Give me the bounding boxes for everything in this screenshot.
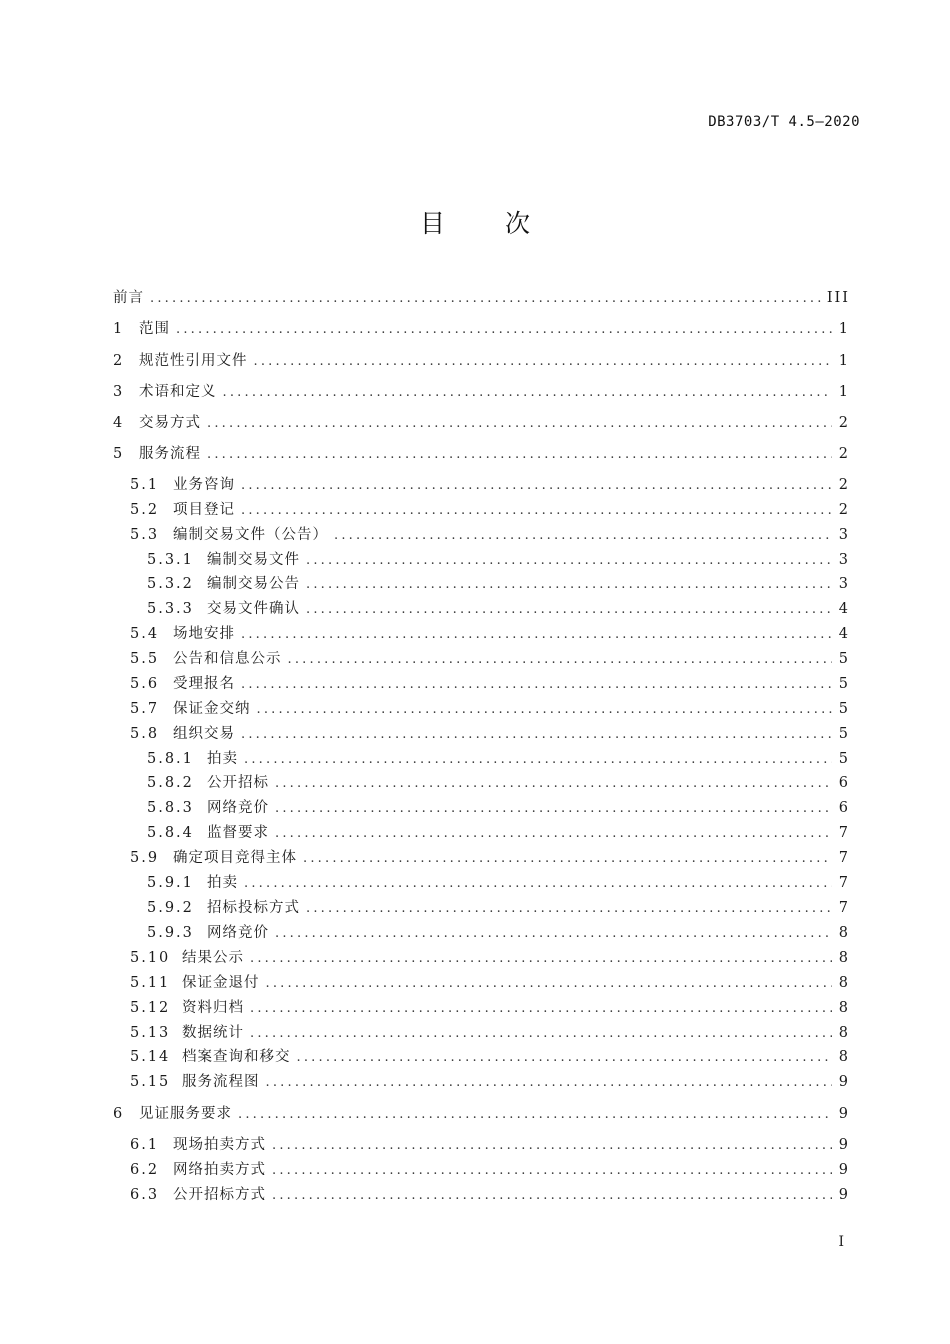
toc-entry[interactable] xyxy=(113,872,850,894)
toc-leader-dots xyxy=(334,525,832,547)
toc-entry-label: 监督要求 xyxy=(207,825,269,841)
toc-entry[interactable] xyxy=(113,1103,850,1125)
toc-entry-number: 1 xyxy=(113,321,125,337)
toc-entry[interactable] xyxy=(113,1022,850,1044)
toc-entry-label: 业务咨询 xyxy=(173,477,235,493)
toc-entry-page: 8 xyxy=(838,925,850,941)
toc-entry-number: 5.15 xyxy=(130,1074,171,1090)
toc-entry-page: 9 xyxy=(838,1187,850,1203)
toc-entry-page: 8 xyxy=(838,1025,850,1041)
toc-leader-dots xyxy=(272,1135,832,1157)
toc-entry-page: 7 xyxy=(838,900,850,916)
toc-entry-label: 编制交易文件 xyxy=(207,552,300,568)
toc-entry[interactable] xyxy=(113,673,850,695)
toc-leader-dots xyxy=(306,898,832,920)
toc-entry[interactable] xyxy=(113,797,850,819)
toc-entry-label: 项目登记 xyxy=(173,502,235,518)
toc-entry-label: 数据统计 xyxy=(182,1025,244,1041)
toc-entry-label: 网络拍卖方式 xyxy=(173,1162,266,1178)
toc-entry-label: 服务流程图 xyxy=(182,1074,260,1090)
toc-leader-dots xyxy=(244,873,832,895)
toc-title: 目 次 xyxy=(420,209,556,238)
toc-entry-number: 6.2 xyxy=(130,1162,160,1178)
toc-entry-page: 3 xyxy=(838,527,850,543)
toc-entry-page: 8 xyxy=(838,950,850,966)
toc-entry[interactable] xyxy=(113,443,850,465)
toc-entry-number: 5.4 xyxy=(130,626,160,642)
toc-entry[interactable] xyxy=(113,997,850,1019)
toc-entry-page: 8 xyxy=(838,1000,850,1016)
toc-entry-page: 9 xyxy=(838,1074,850,1090)
toc-leader-dots xyxy=(266,1072,833,1094)
toc-entry-page: III xyxy=(826,290,850,306)
toc-leader-dots xyxy=(241,624,832,646)
toc-entry-label: 网络竞价 xyxy=(207,925,269,941)
toc-entry-label: 档案查询和移交 xyxy=(182,1049,291,1065)
toc-entry-number: 4 xyxy=(113,415,125,431)
toc-leader-dots xyxy=(306,574,832,596)
toc-entry[interactable] xyxy=(113,474,850,496)
toc-entry-number: 5.5 xyxy=(130,651,160,667)
toc-entry-page: 9 xyxy=(838,1137,850,1153)
toc-leader-dots xyxy=(257,699,833,721)
toc-leader-dots xyxy=(254,351,833,373)
toc-entry[interactable] xyxy=(113,381,850,403)
toc-entry-number: 5.9 xyxy=(130,850,160,866)
toc-entry-label: 范围 xyxy=(139,321,170,337)
toc-entry-label: 见证服务要求 xyxy=(139,1106,232,1122)
toc-entry[interactable] xyxy=(113,723,850,745)
toc-entry-page: 1 xyxy=(838,321,850,337)
toc-entry-number: 5.12 xyxy=(130,1000,171,1016)
toc-entry[interactable] xyxy=(113,1184,850,1206)
toc-leader-dots xyxy=(272,1185,832,1207)
toc-entry-page: 9 xyxy=(838,1106,850,1122)
toc-entry-page: 5 xyxy=(838,726,850,742)
toc-leader-dots xyxy=(306,599,832,621)
toc-entry-number: 2 xyxy=(113,353,125,369)
footer-page-number: I xyxy=(838,1234,844,1250)
toc-entry-page: 4 xyxy=(838,626,850,642)
toc-entry-number: 3 xyxy=(113,384,125,400)
toc-leader-dots xyxy=(266,973,833,995)
toc-entry-number: 6.1 xyxy=(130,1137,160,1153)
toc-entry-page: 8 xyxy=(838,975,850,991)
toc-entry-label: 资料归档 xyxy=(182,1000,244,1016)
toc-entry-label: 招标投标方式 xyxy=(207,900,300,916)
toc-entry-page: 2 xyxy=(838,446,850,462)
toc-entry-label: 保证金退付 xyxy=(182,975,260,991)
toc-entry-label: 公告和信息公示 xyxy=(173,651,282,667)
toc-entry[interactable] xyxy=(113,847,850,869)
toc-leader-dots xyxy=(275,823,832,845)
toc-entry[interactable] xyxy=(113,318,850,340)
toc-entry-number: 5.6 xyxy=(130,676,160,692)
toc-entry[interactable] xyxy=(113,822,850,844)
toc-entry-label: 组织交易 xyxy=(173,726,235,742)
toc-entry[interactable] xyxy=(113,1071,850,1093)
toc-entry-page: 3 xyxy=(838,552,850,568)
toc-entry-page: 5 xyxy=(838,701,850,717)
toc-entry-number: 6 xyxy=(113,1106,125,1122)
toc-entry-page: 1 xyxy=(838,384,850,400)
toc-entry[interactable] xyxy=(113,1046,850,1068)
toc-entry[interactable] xyxy=(113,698,850,720)
toc-leader-dots xyxy=(241,475,832,497)
toc-leader-dots xyxy=(238,1104,832,1126)
toc-entry-label: 受理报名 xyxy=(173,676,235,692)
toc-entry[interactable] xyxy=(113,922,850,944)
toc-leader-dots xyxy=(275,798,832,820)
toc-entry-number: 5 xyxy=(113,446,125,462)
toc-entry[interactable] xyxy=(113,1134,850,1156)
toc-leader-dots xyxy=(272,1160,832,1182)
toc-leader-dots xyxy=(207,444,832,466)
toc-entry-number: 5.8.1 xyxy=(147,751,194,767)
toc-entry-page: 2 xyxy=(838,477,850,493)
toc-entry[interactable] xyxy=(113,549,850,571)
toc-entry-number: 5.9.3 xyxy=(147,925,194,941)
toc-entry[interactable] xyxy=(113,648,850,670)
toc-entry-number: 5.2 xyxy=(130,502,160,518)
toc-entry-label: 公开招标 xyxy=(207,775,269,791)
toc-entry-page: 5 xyxy=(838,651,850,667)
toc-entry-number: 5.9.1 xyxy=(147,875,194,891)
toc-entry-page: 6 xyxy=(838,800,850,816)
toc-entry-label: 拍卖 xyxy=(207,875,238,891)
toc-entry-number: 6.3 xyxy=(130,1187,160,1203)
toc-entry-number: 5.3.1 xyxy=(147,552,194,568)
toc-entry-number: 5.1 xyxy=(130,477,160,493)
toc-leader-dots xyxy=(250,998,832,1020)
toc-entry-label: 规范性引用文件 xyxy=(139,353,248,369)
toc-leader-dots xyxy=(241,500,832,522)
toc-entry-page: 3 xyxy=(838,576,850,592)
toc-leader-dots xyxy=(244,749,832,771)
toc-leader-dots xyxy=(297,1047,833,1069)
toc-entry-page: 2 xyxy=(838,415,850,431)
toc-entry-label: 交易文件确认 xyxy=(207,601,300,617)
toc-entry[interactable] xyxy=(113,287,850,309)
toc-entry-label: 现场拍卖方式 xyxy=(173,1137,266,1153)
toc-entry[interactable] xyxy=(113,623,850,645)
toc-entry-number: 5.7 xyxy=(130,701,160,717)
toc-leader-dots xyxy=(207,413,832,435)
toc-entry-number: 5.10 xyxy=(130,950,171,966)
toc-leader-dots xyxy=(223,382,833,404)
toc-entry-page: 6 xyxy=(838,775,850,791)
toc-entry-number: 5.8.2 xyxy=(147,775,194,791)
toc-entry[interactable] xyxy=(113,748,850,770)
toc-leader-dots xyxy=(303,848,832,870)
toc-entry-label: 网络竞价 xyxy=(207,800,269,816)
toc-entry-label: 拍卖 xyxy=(207,751,238,767)
toc-entry-number: 5.3.2 xyxy=(147,576,194,592)
toc-entry[interactable] xyxy=(113,947,850,969)
toc-entry-number: 5.14 xyxy=(130,1049,171,1065)
toc-entry-label: 服务流程 xyxy=(139,446,201,462)
toc-entry[interactable] xyxy=(113,1159,850,1181)
toc-leader-dots xyxy=(250,948,832,970)
toc-entry[interactable] xyxy=(113,972,850,994)
toc-entry-page: 7 xyxy=(838,875,850,891)
toc-entry-label: 结果公示 xyxy=(182,950,244,966)
toc-entry[interactable] xyxy=(113,499,850,521)
toc-entry-label: 交易方式 xyxy=(139,415,201,431)
toc-entry-page: 9 xyxy=(838,1162,850,1178)
toc-leader-dots xyxy=(176,319,832,341)
toc-entry-number: 5.13 xyxy=(130,1025,171,1041)
toc-entry-number: 5.8 xyxy=(130,726,160,742)
toc-leader-dots xyxy=(288,649,833,671)
toc-entry[interactable] xyxy=(113,772,850,794)
toc-entry-label: 公开招标方式 xyxy=(173,1187,266,1203)
toc-leader-dots xyxy=(275,773,832,795)
toc-entry[interactable] xyxy=(113,573,850,595)
toc-entry[interactable] xyxy=(113,350,850,372)
toc-entry-label: 前言 xyxy=(113,290,144,306)
toc-entry-page: 7 xyxy=(838,825,850,841)
toc-leader-dots xyxy=(250,1023,832,1045)
toc-entry[interactable] xyxy=(113,412,850,434)
toc-entry[interactable] xyxy=(113,524,850,546)
toc-entry-label: 编制交易公告 xyxy=(207,576,300,592)
toc-leader-dots xyxy=(241,674,832,696)
toc-entry-label: 术语和定义 xyxy=(139,384,217,400)
toc-entry[interactable] xyxy=(113,598,850,620)
toc-entry-label: 保证金交纳 xyxy=(173,701,251,717)
toc-entry-page: 2 xyxy=(838,502,850,518)
toc-entry-page: 1 xyxy=(838,353,850,369)
toc-entry-number: 5.3 xyxy=(130,527,160,543)
toc-entry-number: 5.9.2 xyxy=(147,900,194,916)
toc-entry-page: 8 xyxy=(838,1049,850,1065)
toc-leader-dots xyxy=(306,550,832,572)
toc-leader-dots xyxy=(275,923,832,945)
toc-entry-page: 5 xyxy=(838,751,850,767)
toc-entry[interactable] xyxy=(113,897,850,919)
toc-entry-number: 5.11 xyxy=(130,975,171,991)
toc-entry-page: 5 xyxy=(838,676,850,692)
toc-entry-number: 5.3.3 xyxy=(147,601,194,617)
toc-entry-label: 场地安排 xyxy=(173,626,235,642)
toc-entry-label: 编制交易文件（公告） xyxy=(173,527,328,543)
toc-leader-dots xyxy=(241,724,832,746)
toc-leader-dots xyxy=(150,288,821,310)
toc-entry-page: 7 xyxy=(838,850,850,866)
toc-entry-label: 确定项目竞得主体 xyxy=(173,850,297,866)
toc-entry-page: 4 xyxy=(838,601,850,617)
document-code: DB3703/T 4.5—2020 xyxy=(708,114,860,130)
toc-entry-number: 5.8.3 xyxy=(147,800,194,816)
toc-entry-number: 5.8.4 xyxy=(147,825,194,841)
